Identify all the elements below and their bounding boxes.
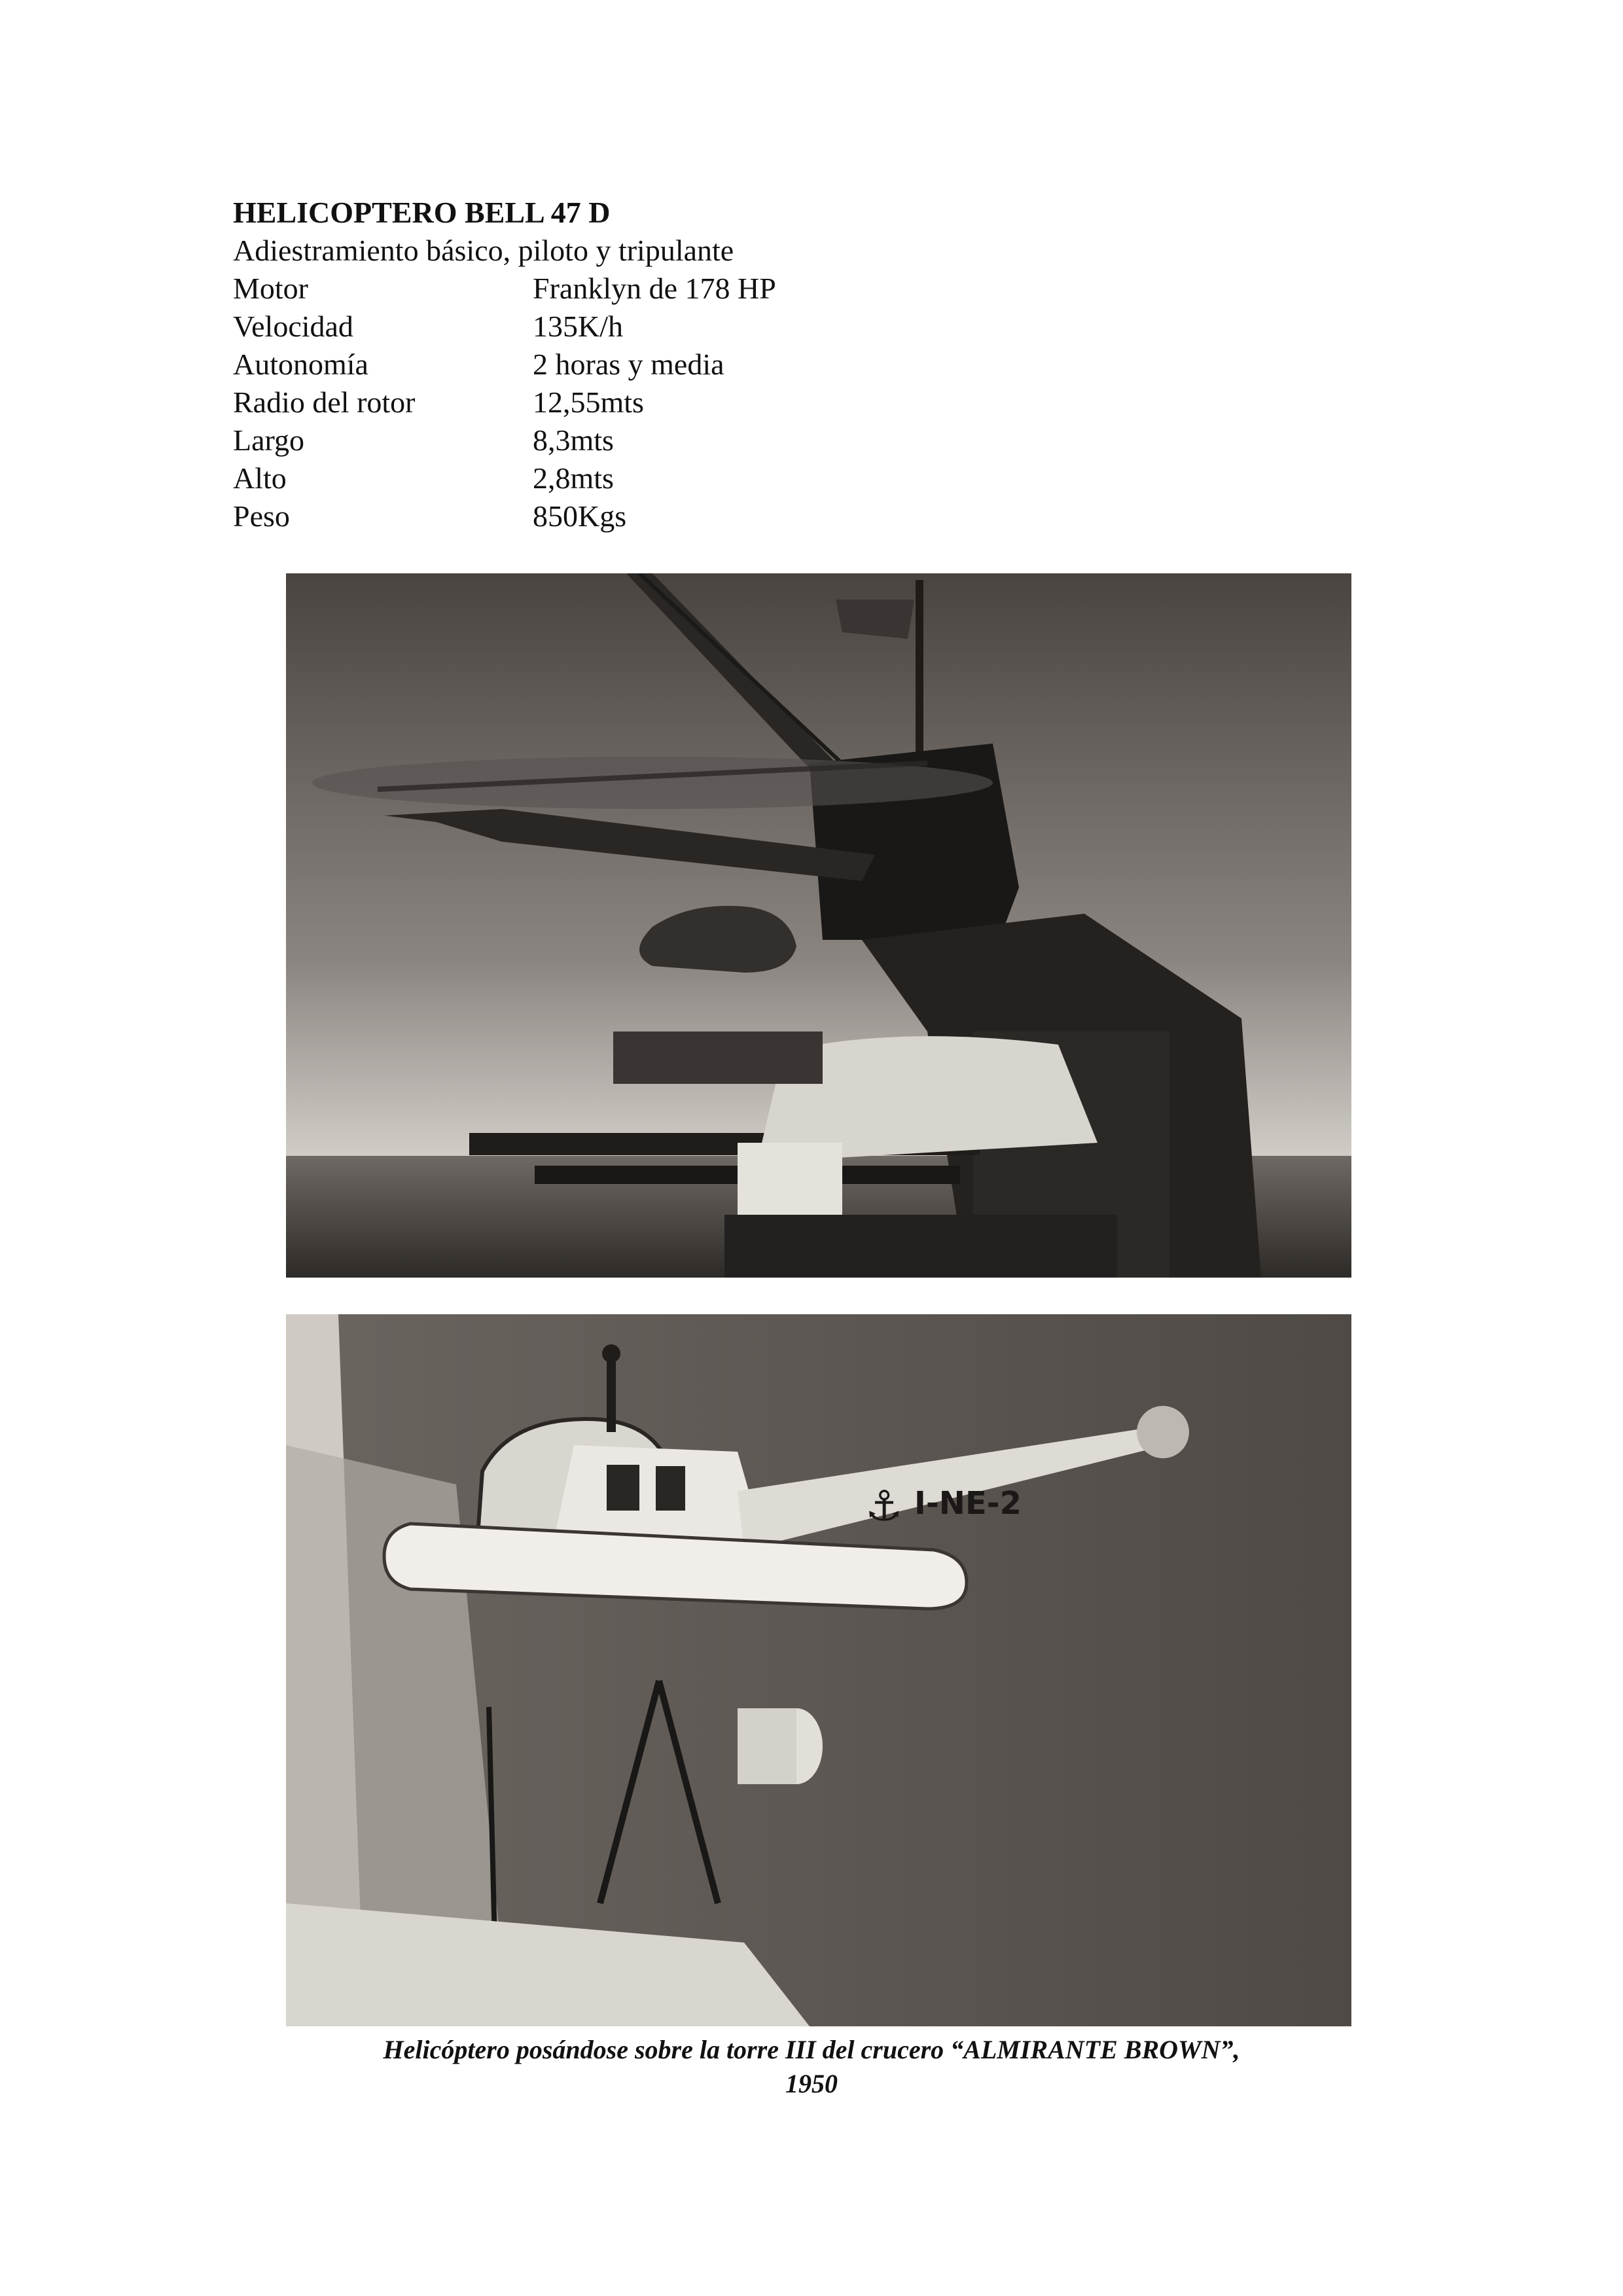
spec-label: Alto [233, 461, 287, 495]
spec-label: Velocidad [233, 310, 353, 343]
spec-value: 135K/h [533, 310, 623, 343]
spec-label: Radio del rotor [233, 386, 416, 419]
spec-label: Motor [233, 272, 308, 305]
spec-row-largo [233, 422, 1149, 459]
caption-line-2: 1950 [785, 2069, 838, 2098]
photo-caption [223, 2033, 1400, 2101]
spec-label: Peso [233, 499, 290, 533]
spec-row-peso [233, 497, 1149, 535]
spec-row-velocidad [233, 308, 1149, 346]
spec-value: Franklyn de 178 HP [533, 272, 776, 305]
spec-value: 2 horas y media [533, 348, 724, 381]
spec-value: 12,55mts [533, 386, 644, 419]
spec-row-radio-rotor [233, 384, 1149, 422]
photo-helicopter-landed [286, 1314, 1351, 2026]
photo-helicopter-approach-image [286, 573, 1351, 1278]
registration-marking: I-NE-2 [914, 1485, 1022, 1522]
spec-row-motor [233, 270, 1149, 308]
photo-helicopter-approach [286, 573, 1351, 1278]
spec-block [233, 194, 1149, 535]
page-title: HELICOPTERO BELL 47 D [233, 196, 611, 229]
spec-row-alto [233, 459, 1149, 497]
spec-value: 8,3mts [533, 423, 614, 457]
anchor-icon: ⚓ [865, 1482, 903, 1531]
spec-row-autonomia [233, 346, 1149, 384]
spec-label: Largo [233, 423, 305, 457]
photo-helicopter-landed-image [286, 1314, 1351, 2026]
spec-label: Autonomía [233, 348, 368, 381]
caption-line-1: Helicóptero posándose sobre la torre III del crucero “ALMIRANTE BROWN”, [383, 2035, 1240, 2064]
spec-value: 850Kgs [533, 499, 627, 533]
spec-value: 2,8mts [533, 461, 614, 495]
page-subtitle: Adiestramiento básico, piloto y tripulante [233, 234, 734, 267]
